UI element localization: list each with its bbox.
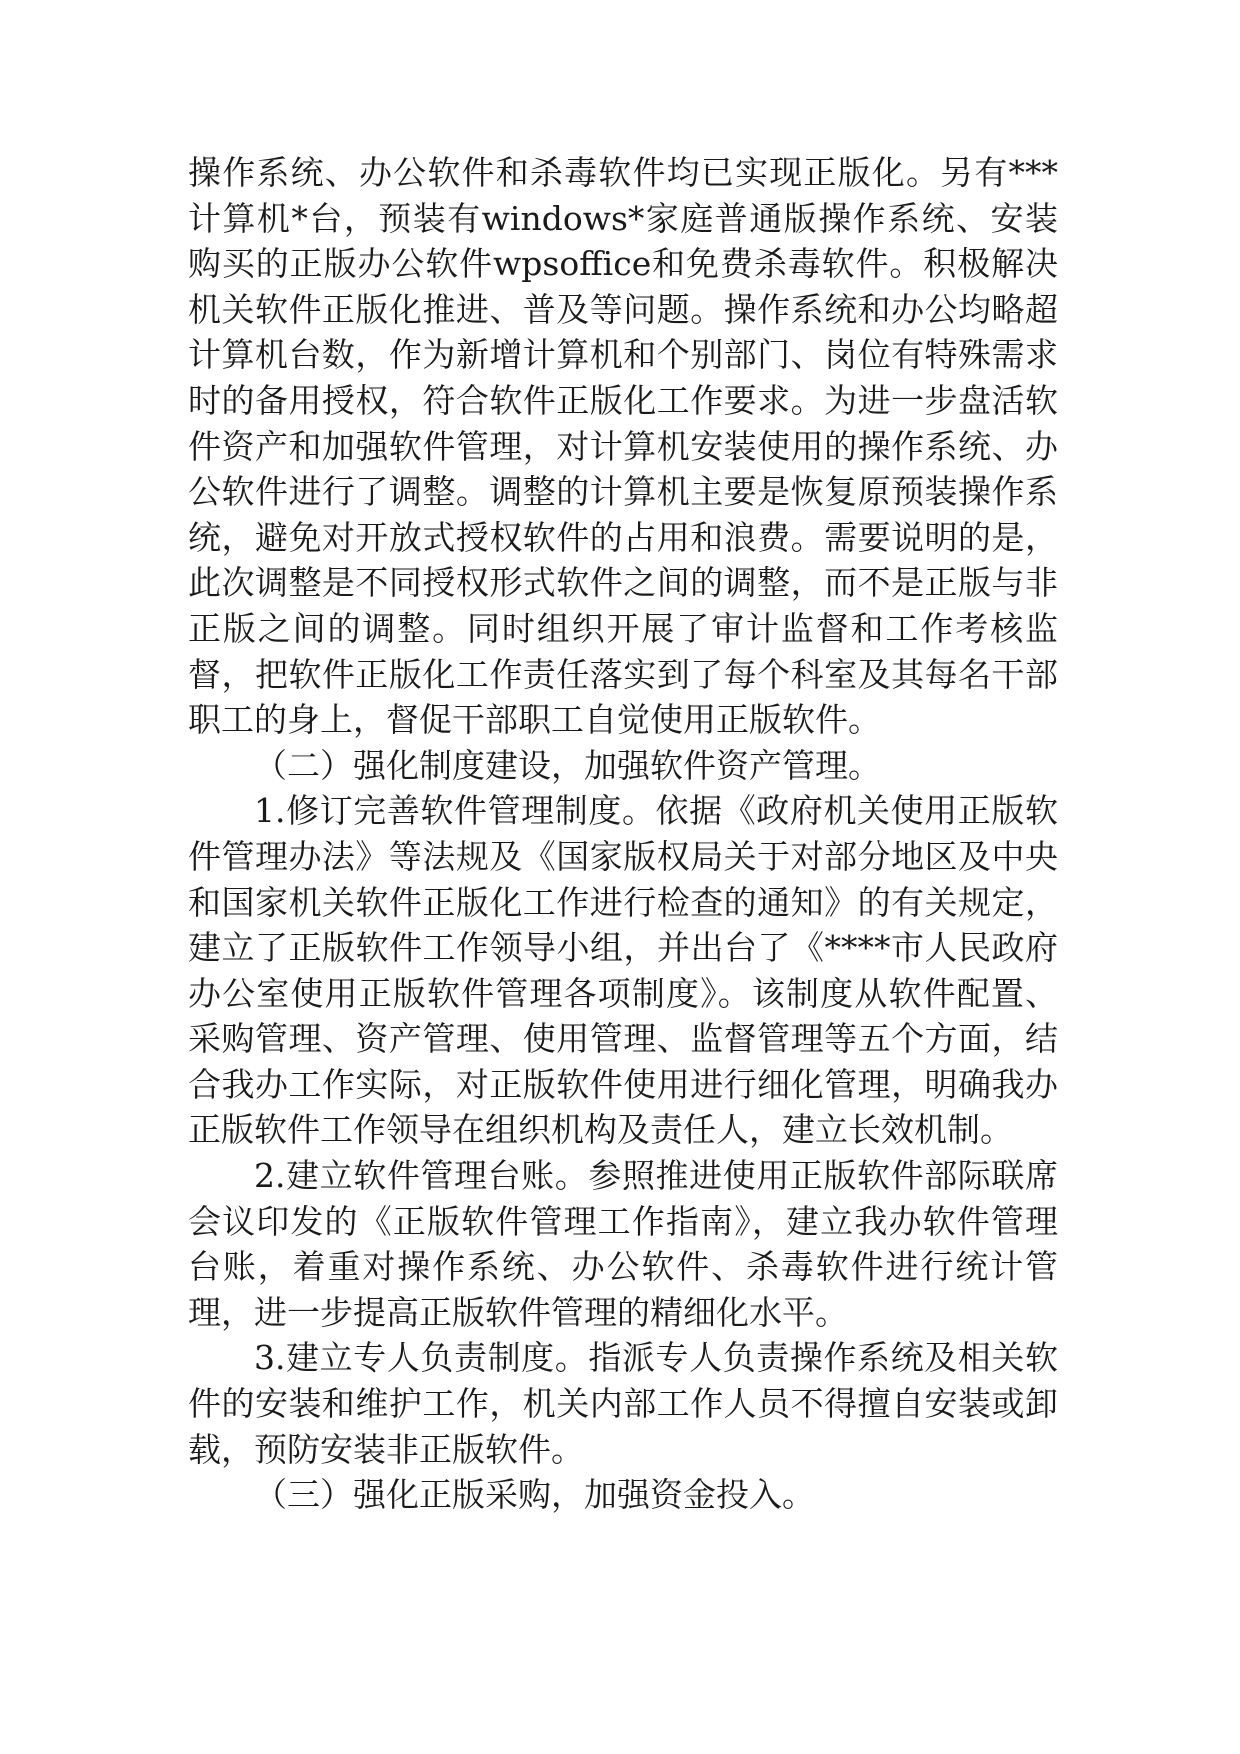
- paragraph-management-ledger: 2.建立软件管理台账。参照推进使用正版软件部际联席会议印发的《正版软件管理工作指南》，建立我办软件管理台账，着重对操作系统、办公软件、杀毒软件进行统计管理，进一步提高正版软件管理的精细化水平。: [188, 1156, 1058, 1332]
- section-heading-institution-building: （二）强化制度建设，加强软件资产管理。: [254, 745, 881, 785]
- paragraph-dedicated-personnel: 3.建立专人负责制度。指派专人负责操作系统及相关软件的安装和维护工作，机关内部工作人员不得擅自安装或卸载，预防安装非正版软件。: [188, 1338, 1058, 1469]
- section-heading-procurement: （三）强化正版采购，加强资金投入。: [254, 1475, 815, 1515]
- paragraph-licensing-status: 操作系统、办公软件和杀毒软件均已实现正版化。另有***计算机*台，预装有windows*家庭普通版操作系统、安装购买的正版办公软件wpsoffice和免费杀毒软件。积极解决机关软件正版化推进、普及等问题。操作系统和办公均略超计算机台数，作为新增计算机和个别部门、岗位有特殊需求时的备用授权，符合软件正版化工作要求。为进一步盘活软件资产和加强软件管理，对计算机安装使用的操作系统、办公软件进行了调整。调整的计算机主要是恢复原预装操作系统，避免对开放式授权软件的占用和浪费。需要说明的是，此次调整是不同授权形式软件之间的调整，而不是正版与非正版之间的调整。同时组织开展了审计监督和工作考核监督，把软件正版化工作责任落实到了每个科室及其每名干部职工的身上，督促干部职工自觉使用正版软件。: [188, 153, 1058, 740]
- document-body: [188, 150, 1058, 1518]
- paragraph-management-rules: 1.修订完善软件管理制度。依据《政府机关使用正版软件管理办法》等法规及《国家版权局关于对部分地区及中央和国家机关软件正版化工作进行检查的通知》的有关规定，建立了正版软件工作领导小组，并出台了《****市人民政府办公室使用正版软件管理各项制度》。该制度从软件配置、采购管理、资产管理、使用管理、监督管理等五个方面，结合我办工作实际，对正版软件使用进行细化管理，明确我办正版软件工作领导在组织机构及责任人，建立长效机制。: [188, 791, 1058, 1150]
